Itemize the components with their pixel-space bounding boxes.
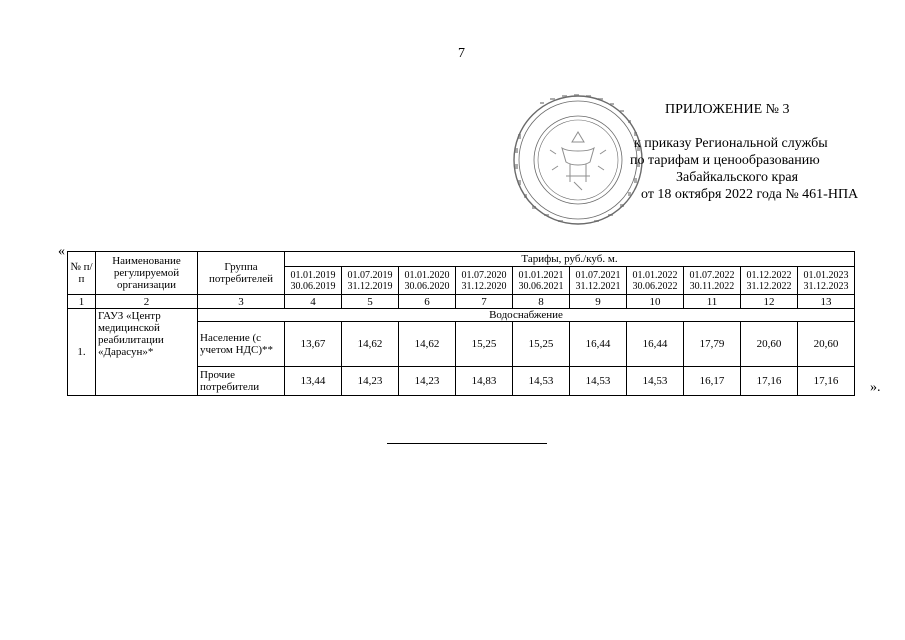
appendix-line-3: Забайкальского края [676, 170, 799, 185]
period-to: 31.12.2021 [575, 280, 621, 292]
tariff-value: 14,62 [399, 322, 456, 367]
period-from: 01.01.2019 [290, 269, 336, 281]
period-header [342, 267, 399, 295]
consumer-group: Прочие потребители [198, 367, 285, 396]
appendix-line-1: к приказу Региональной службы [634, 136, 828, 151]
appendix-title: ПРИЛОЖЕНИЕ № 3 [665, 102, 790, 117]
period-from: 01.07.2022 [689, 269, 735, 281]
column-number: 8 [513, 295, 570, 309]
header-tariffs: Тарифы, руб./куб. м. [285, 252, 855, 267]
section-title: Водоснабжение [198, 309, 855, 322]
column-number: 12 [741, 295, 798, 309]
period-to: 30.11.2022 [689, 280, 735, 292]
column-number: 1 [68, 295, 96, 309]
column-number: 2 [96, 295, 198, 309]
tariff-value: 15,25 [513, 322, 570, 367]
tariff-value: 14,53 [570, 367, 627, 396]
tariff-value: 20,60 [741, 322, 798, 367]
consumer-group: Население (с учетом НДС)** [198, 322, 285, 367]
period-to: 30.06.2019 [290, 280, 336, 292]
footer-divider [387, 443, 547, 444]
header-organization: Наименование регулируемой организации [96, 252, 198, 295]
period-header [399, 267, 456, 295]
tariff-value: 14,83 [456, 367, 513, 396]
column-number: 5 [342, 295, 399, 309]
period-to: 30.06.2021 [518, 280, 564, 292]
period-header [684, 267, 741, 295]
period-header [513, 267, 570, 295]
tariff-value: 14,53 [513, 367, 570, 396]
period-header [798, 267, 855, 295]
period-header [456, 267, 513, 295]
column-number: 9 [570, 295, 627, 309]
column-number: 10 [627, 295, 684, 309]
period-to: 31.12.2020 [461, 280, 507, 292]
period-header [570, 267, 627, 295]
appendix-line-4: от 18 октября 2022 года № 461-НПА [641, 187, 859, 202]
period-header [741, 267, 798, 295]
organization-name: ГАУЗ «Центр медицинской реабилитации «Дарасун»* [96, 309, 198, 396]
page-number: 7 [458, 46, 465, 61]
official-seal [510, 92, 646, 228]
tariff-value: 13,44 [285, 367, 342, 396]
tariff-value: 17,79 [684, 322, 741, 367]
period-to: 31.12.2022 [746, 280, 792, 292]
tariff-table [67, 251, 855, 396]
header-consumer-group: Группа потребителей [198, 252, 285, 295]
period-from: 01.07.2020 [461, 269, 507, 281]
tariff-value: 20,60 [798, 322, 855, 367]
row-number: 1. [68, 309, 96, 396]
column-number: 3 [198, 295, 285, 309]
column-number: 11 [684, 295, 741, 309]
period-to: 31.12.2019 [347, 280, 393, 292]
period-from: 01.01.2022 [632, 269, 678, 281]
period-header [285, 267, 342, 295]
period-from: 01.12.2022 [746, 269, 792, 281]
tariff-value: 14,23 [399, 367, 456, 396]
period-from: 01.07.2019 [347, 269, 393, 281]
column-number: 4 [285, 295, 342, 309]
column-number: 6 [399, 295, 456, 309]
column-number: 13 [798, 295, 855, 309]
tariff-value: 14,53 [627, 367, 684, 396]
tariff-value: 16,44 [570, 322, 627, 367]
appendix-line-2: по тарифам и ценообразованию [630, 153, 820, 168]
period-from: 01.07.2021 [575, 269, 621, 281]
tariff-value: 17,16 [741, 367, 798, 396]
tariff-value: 17,16 [798, 367, 855, 396]
period-to: 30.06.2020 [404, 280, 450, 292]
period-header [627, 267, 684, 295]
period-from: 01.01.2023 [803, 269, 849, 281]
period-from: 01.01.2020 [404, 269, 450, 281]
closing-quote: ». [870, 380, 881, 395]
tariff-value: 16,17 [684, 367, 741, 396]
column-number: 7 [456, 295, 513, 309]
header-num: № п/п [68, 252, 96, 295]
period-to: 30.06.2022 [632, 280, 678, 292]
tariff-value: 15,25 [456, 322, 513, 367]
opening-quote: « [58, 244, 65, 259]
tariff-value: 14,23 [342, 367, 399, 396]
period-from: 01.01.2021 [518, 269, 564, 281]
tariff-value: 16,44 [627, 322, 684, 367]
period-to: 31.12.2023 [803, 280, 849, 292]
tariff-value: 13,67 [285, 322, 342, 367]
tariff-value: 14,62 [342, 322, 399, 367]
